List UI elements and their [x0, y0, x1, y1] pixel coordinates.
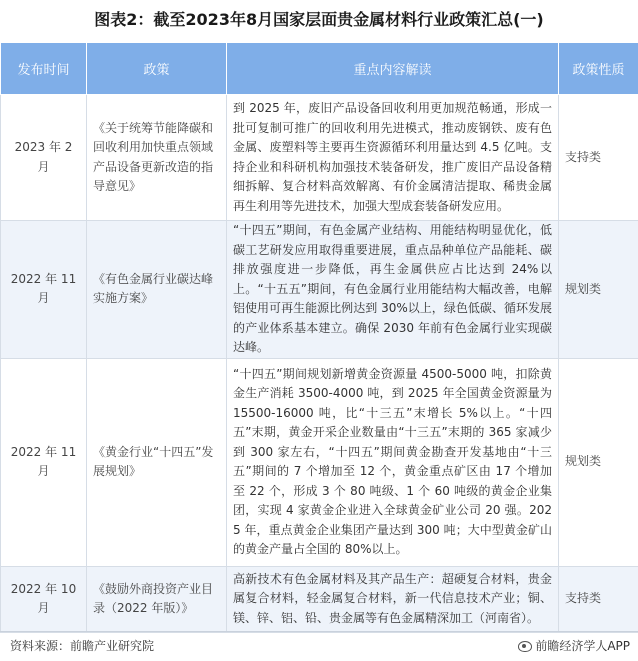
- page-title: 图表2：截至2023年8月国家层面贵金属材料行业政策汇总(一): [94, 10, 544, 29]
- cell-nature: 规划类: [559, 358, 638, 566]
- table-row: [1, 358, 638, 566]
- source-note: 资料来源：前瞻产业研究院: [10, 639, 155, 653]
- table-row: [1, 95, 638, 221]
- footer: [0, 631, 638, 660]
- cell-policy: 《鼓励外商投资产业目录（2022 年版）》: [87, 566, 227, 632]
- table-header-row: [1, 43, 638, 95]
- cell-nature: 支持类: [559, 566, 638, 632]
- cell-nature: 规划类: [559, 221, 638, 359]
- cell-content: “十四五”期间，有色金属产业结构、用能结构明显优化，低碳工艺研发应用取得重要进展，重点品种单位产品能耗、碳排放强度进一步降低，再生金属供应占比达到 24%以上。“十五五”期间，有色金属行业用能结构大幅改善，电解铝使用可再生能源比例达到 30%以上，绿色低碳、循环发展的产业体系基本建立。确保 2030 年前有色金属行业实现碳达峰。: [227, 221, 559, 359]
- cell-policy: 《黄金行业“十四五”发展规划》: [87, 358, 227, 566]
- header-time: 发布时间: [1, 43, 87, 95]
- cell-nature: 支持类: [559, 95, 638, 221]
- policy-table: [0, 42, 638, 633]
- brand-credit: [518, 632, 630, 660]
- table-row: [1, 566, 638, 632]
- cell-policy: 《关于统筹节能降碳和回收利用加快重点领域产品设备更新改造的指导意见》: [87, 95, 227, 221]
- header-content: 重点内容解读: [227, 43, 559, 95]
- weibo-icon: [518, 641, 532, 652]
- header-policy: 政策: [87, 43, 227, 95]
- table-row: [1, 221, 638, 359]
- cell-time: 2023 年 2 月: [1, 95, 87, 221]
- cell-time: 2022 年 11 月: [1, 221, 87, 359]
- cell-policy: 《有色金属行业碳达峰实施方案》: [87, 221, 227, 359]
- cell-content: 到 2025 年，废旧产品设备回收利用更加规范畅通，形成一批可复制可推广的回收利用先进模式，推动废钢铁、废有色金属、废塑料等主要再生资源循环利用量达到 4.5 亿吨。支持企业和科研机构加强技术装备研发，推广废旧产品设备精细拆解、复合材料高效解离、有价金属清洁提取、稀贵金属再生利用等先进技术，加强大型成套装备研发应用。: [227, 95, 559, 221]
- cell-content: 高新技术有色金属材料及其产品生产：超硬复合材料，贵金属复合材料，轻金属复合材料，新一代信息技术产业；铜、镁、锌、铝、铅、贵金属等有色金属精深加工（河南省）。: [227, 566, 559, 632]
- brand-label: 前瞻经济学人APP: [535, 639, 630, 653]
- header-nature: 政策性质: [559, 43, 638, 95]
- cell-time: 2022 年 10 月: [1, 566, 87, 632]
- cell-content: “十四五”期间规划新增黄金资源量 4500-5000 吨，扣除黄金生产消耗 3500-4000 吨，到 2025 年全国黄金资源量为 15500-16000 吨，比“十三五”末增长 5%以上。“十四五”末期，黄金开采企业数量由“十三五”末期的 365 家减少到 300 家左右，“十四五”期间黄金勘查开发基地由“十三五”期间的 7 个增加至 12 个，黄金重点矿区由 17 个增加至 22 个，形成 3 个 80 吨级、1 个 60 吨级的黄金企业集团，实现 4 家黄金企业进入全球黄金矿业公司 20 强。2025 年，重点黄金企业集团产量达到 300 吨；大中型黄金矿山的黄金产量占全国的 80%以上。: [227, 358, 559, 566]
- cell-time: 2022 年 11 月: [1, 358, 87, 566]
